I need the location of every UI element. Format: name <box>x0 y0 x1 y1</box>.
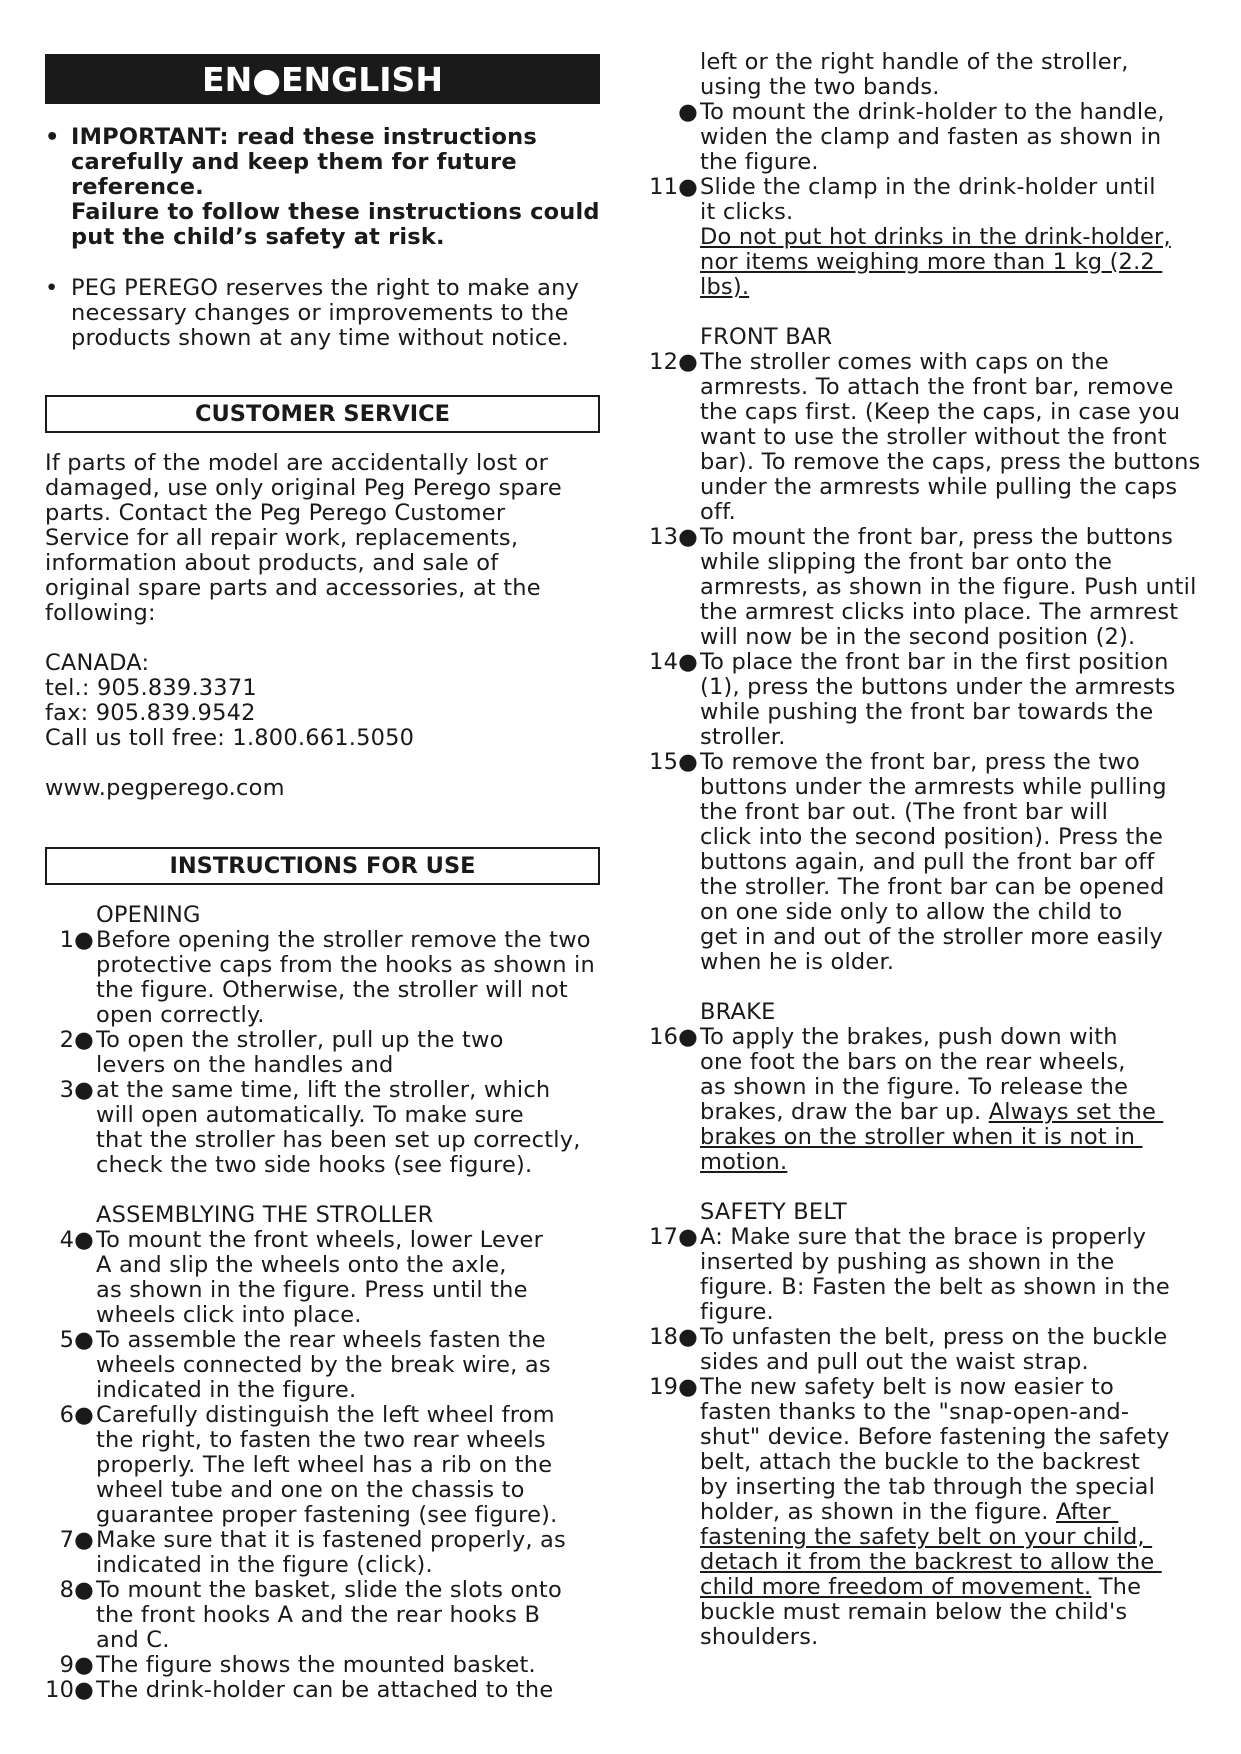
text-line: stroller. <box>700 724 786 750</box>
website-link[interactable]: www.pegperego.com <box>45 775 285 801</box>
item-number: 4● <box>59 1227 94 1253</box>
text-line: wheels click into place. <box>96 1302 362 1328</box>
instruction-item-3 <box>59 1077 606 1178</box>
text-line: To open the stroller, pull up the two <box>96 1027 504 1053</box>
text-line: the figure. Otherwise, the stroller will not <box>96 977 568 1003</box>
instructions-left-column <box>45 902 606 1703</box>
text-line: To mount the front wheels, lower Lever <box>96 1227 544 1253</box>
text-line: Service for all repair work, replacements, <box>45 525 519 551</box>
language-header: EN●ENGLISH <box>45 54 600 104</box>
text-line: armrests, as shown in the figure. Push until <box>700 574 1197 600</box>
item-number: 6● <box>59 1402 94 1428</box>
item-number: 2● <box>59 1027 94 1053</box>
instruction-item-17 <box>649 1224 1210 1325</box>
text-line: Carefully distinguish the left wheel from <box>96 1402 555 1428</box>
text-line: the front hooks A and the rear hooks B <box>96 1602 541 1628</box>
fax-number: fax: 905.839.9542 <box>45 700 256 726</box>
text-line: protective caps from the hooks as shown in <box>96 952 595 978</box>
text-line: necessary changes or improvements to the <box>71 300 569 326</box>
instruction-item-19 <box>649 1374 1210 1650</box>
text-line: shoulders. <box>700 1624 819 1650</box>
text-line: To apply the brakes, push down with <box>700 1024 1118 1050</box>
warning-line: fastening the safety belt on your child, <box>700 1524 1153 1550</box>
text-line: it clicks. <box>700 199 794 225</box>
text-line: reference. <box>71 174 204 200</box>
text-line: To unfasten the belt, press on the buckle <box>700 1324 1168 1350</box>
text-line: sides and pull out the waist strap. <box>700 1349 1089 1375</box>
text-line: The figure shows the mounted basket. <box>96 1652 536 1678</box>
text-line: click into the second position). Press the <box>700 824 1164 850</box>
text-line: buttons again, and pull the front bar off <box>700 849 1155 875</box>
text-line: at the same time, lift the stroller, which <box>96 1077 551 1103</box>
text-line: the figure. <box>700 149 819 175</box>
text-line: check the two side hooks (see figure). <box>96 1152 533 1178</box>
text-line: shut" device. Before fastening the safety <box>700 1424 1170 1450</box>
text-line: by inserting the tab through the special <box>700 1474 1156 1500</box>
text-segment: brakes, draw the bar up. <box>700 1099 989 1125</box>
text-line: Failure to follow these instructions could <box>71 199 600 225</box>
warning-line: brakes on the stroller when it is not in <box>700 1124 1143 1150</box>
instruction-item-10 <box>45 1677 606 1703</box>
text-line: If parts of the model are accidentally lost or <box>45 450 549 476</box>
instruction-item-1 <box>59 927 606 1028</box>
section-title-assembling: ASSEMBLYING THE STROLLER <box>96 1202 434 1228</box>
item-number: 8● <box>59 1577 94 1603</box>
text-line: information about products, and sale of <box>45 550 499 576</box>
text-line: guarantee proper fastening (see figure). <box>96 1502 558 1528</box>
section-title-front-bar: FRONT BAR <box>700 324 833 350</box>
text-line: The new safety belt is now easier to <box>700 1374 1114 1400</box>
text-segment: holder, as shown in the figure. <box>700 1499 1056 1525</box>
text-line: A and slip the wheels onto the axle, <box>96 1252 507 1278</box>
text-line: To assemble the rear wheels fasten the <box>96 1327 546 1353</box>
warning-line: detach it from the backrest to allow the <box>700 1549 1162 1575</box>
warning-line: nor items weighing more than 1 kg (2.2 <box>700 249 1163 275</box>
text-line: To mount the front bar, press the buttons <box>700 524 1174 550</box>
text-line: while slipping the front bar onto the <box>700 549 1113 575</box>
text-line: To place the front bar in the first position <box>700 649 1169 675</box>
country-label: CANADA: <box>45 650 150 676</box>
section-title-brake: BRAKE <box>700 999 776 1025</box>
instruction-item-6 <box>59 1402 606 1528</box>
instruction-item-13 <box>649 524 1210 650</box>
warning-segment: After <box>1055 1499 1119 1525</box>
text-line: want to use the stroller without the front <box>700 424 1167 450</box>
important-notice <box>45 125 600 250</box>
instruction-item-16 <box>649 1024 1210 1175</box>
instruction-item-4 <box>59 1227 606 1328</box>
text-line: buckle must remain below the child's <box>700 1599 1128 1625</box>
text-line: left or the right handle of the stroller, <box>700 49 1129 75</box>
text-line: open correctly. <box>96 1002 265 1028</box>
text-line: and C. <box>96 1627 170 1653</box>
text-line: as shown in the figure. Press until the <box>96 1277 528 1303</box>
item-number: 16● <box>649 1024 698 1050</box>
item-number: 9● <box>59 1652 94 1678</box>
text-line: one foot the bars on the rear wheels, <box>700 1049 1126 1075</box>
text-line <box>700 1575 1210 1600</box>
text-line: To mount the drink-holder to the handle, <box>700 99 1165 125</box>
bullet-icon: • <box>45 124 60 150</box>
text-line: Make sure that it is fastened properly, as <box>96 1527 566 1553</box>
instruction-item-11 <box>649 174 1210 300</box>
instruction-item-8 <box>59 1577 606 1653</box>
text-line: fasten thanks to the "snap-open-and- <box>700 1399 1130 1425</box>
text-line: (1), press the buttons under the armrests <box>700 674 1176 700</box>
text-line: as shown in the figure. To release the <box>700 1074 1129 1100</box>
text-line: products shown at any time without notice. <box>71 325 569 351</box>
text-line: following: <box>45 600 156 626</box>
text-line: off. <box>700 499 736 525</box>
text-line: widen the clamp and fasten as shown in <box>700 124 1162 150</box>
text-line: when he is older. <box>700 949 895 975</box>
text-line: will open automatically. To make sure <box>96 1102 524 1128</box>
text-line: parts. Contact the Peg Perego Customer <box>45 500 506 526</box>
item-number: 7● <box>59 1527 94 1553</box>
section-title-opening: OPENING <box>96 902 201 928</box>
text-segment: The <box>1091 1574 1142 1600</box>
text-line: inserted by pushing as shown in the <box>700 1249 1115 1275</box>
section-title-safety-belt: SAFETY BELT <box>700 1199 847 1225</box>
text-line: The stroller comes with caps on the <box>700 349 1109 375</box>
item-number: 14● <box>649 649 698 675</box>
text-line: using the two bands. <box>700 74 940 100</box>
item-number: 17● <box>649 1224 698 1250</box>
text-line: indicated in the figure (click). <box>96 1552 433 1578</box>
text-line: the front bar out. (The front bar will <box>700 799 1109 825</box>
text-line: figure. <box>700 1299 774 1325</box>
text-line: on one side only to allow the child to <box>700 899 1123 925</box>
toll-free-number: Call us toll free: 1.800.661.5050 <box>45 725 415 751</box>
item-number: 15● <box>649 749 698 775</box>
text-line: wheels connected by the break wire, as <box>96 1352 551 1378</box>
text-line: under the armrests while pulling the caps <box>700 474 1178 500</box>
text-line: figure. B: Fasten the belt as shown in the <box>700 1274 1170 1300</box>
text-line: that the stroller has been set up correctly, <box>96 1127 581 1153</box>
warning-line: lbs). <box>700 274 750 300</box>
warning-line: motion. <box>700 1149 788 1175</box>
text-line: Slide the clamp in the drink-holder until <box>700 174 1156 200</box>
item-number: 18● <box>649 1324 698 1350</box>
text-line: To remove the front bar, press the two <box>700 749 1140 775</box>
text-line: carefully and keep them for future <box>71 149 517 175</box>
customer-service-heading: CUSTOMER SERVICE <box>45 395 600 433</box>
item-number: 12● <box>649 349 698 375</box>
text-line: belt, attach the buckle to the backrest <box>700 1449 1141 1475</box>
text-line: armrests. To attach the front bar, remove <box>700 374 1174 400</box>
text-line: original spare parts and accessories, at the <box>45 575 541 601</box>
instruction-item-7 <box>59 1527 606 1578</box>
text-line <box>700 1100 1210 1125</box>
item-number: 19● <box>649 1374 698 1400</box>
item-number: 10● <box>45 1677 94 1703</box>
rights-notice <box>45 276 600 351</box>
phone-number: tel.: 905.839.3371 <box>45 675 257 701</box>
instruction-item-18 <box>649 1324 1210 1375</box>
text-line: while pushing the front bar towards the <box>700 699 1154 725</box>
bullet-icon: • <box>45 275 59 301</box>
text-line: PEG PEREGO reserves the right to make any <box>71 275 580 301</box>
instruction-item-5 <box>59 1327 606 1403</box>
instruction-item-10-continued <box>700 50 1210 100</box>
text-line: wheel tube and one on the chassis to <box>96 1477 525 1503</box>
instruction-item-10-bullet <box>678 99 1210 175</box>
text-line: put the child’s safety at risk. <box>71 224 445 250</box>
warning-segment: child more freedom of movement. <box>700 1574 1092 1600</box>
text-line: A: Make sure that the brace is properly <box>700 1224 1147 1250</box>
text-line: The drink-holder can be attached to the <box>96 1677 554 1703</box>
instruction-item-14 <box>649 649 1210 750</box>
bullet-icon: ● <box>678 99 698 125</box>
text-line: levers on the handles and <box>96 1052 394 1078</box>
text-line: damaged, use only original Peg Perego spare <box>45 475 562 501</box>
instruction-item-9 <box>59 1652 606 1678</box>
text-line: the right, to fasten the two rear wheels <box>96 1427 546 1453</box>
text-line: buttons under the armrests while pulling <box>700 774 1167 800</box>
instructions-right-column <box>649 49 1210 1650</box>
text-line <box>700 1500 1210 1525</box>
text-line: bar). To remove the caps, press the buttons <box>700 449 1201 475</box>
text-line: get in and out of the stroller more easily <box>700 924 1163 950</box>
text-line: will now be in the second position (2). <box>700 624 1136 650</box>
text-line: properly. The left wheel has a rib on the <box>96 1452 553 1478</box>
text-line: indicated in the figure. <box>96 1377 357 1403</box>
warning-segment: Always set the <box>988 1099 1164 1125</box>
item-number: 3● <box>59 1077 94 1103</box>
instructions-heading: INSTRUCTIONS FOR USE <box>45 847 600 885</box>
text-line: IMPORTANT: read these instructions <box>71 124 537 150</box>
customer-service-body <box>45 451 605 801</box>
instruction-item-2 <box>59 1027 606 1078</box>
warning-line: Do not put hot drinks in the drink-holder, <box>700 224 1171 250</box>
text-line: Before opening the stroller remove the two <box>96 927 591 953</box>
item-number: 11● <box>649 174 698 200</box>
item-number: 5● <box>59 1327 94 1353</box>
text-line: the stroller. The front bar can be opened <box>700 874 1165 900</box>
text-line: the armrest clicks into place. The armrest <box>700 599 1179 625</box>
item-number: 13● <box>649 524 698 550</box>
item-number: 1● <box>59 927 94 953</box>
text-line: the caps first. (Keep the caps, in case you <box>700 399 1181 425</box>
text-line: To mount the basket, slide the slots onto <box>96 1577 562 1603</box>
instruction-item-15 <box>649 749 1210 975</box>
instruction-item-12 <box>649 349 1210 525</box>
